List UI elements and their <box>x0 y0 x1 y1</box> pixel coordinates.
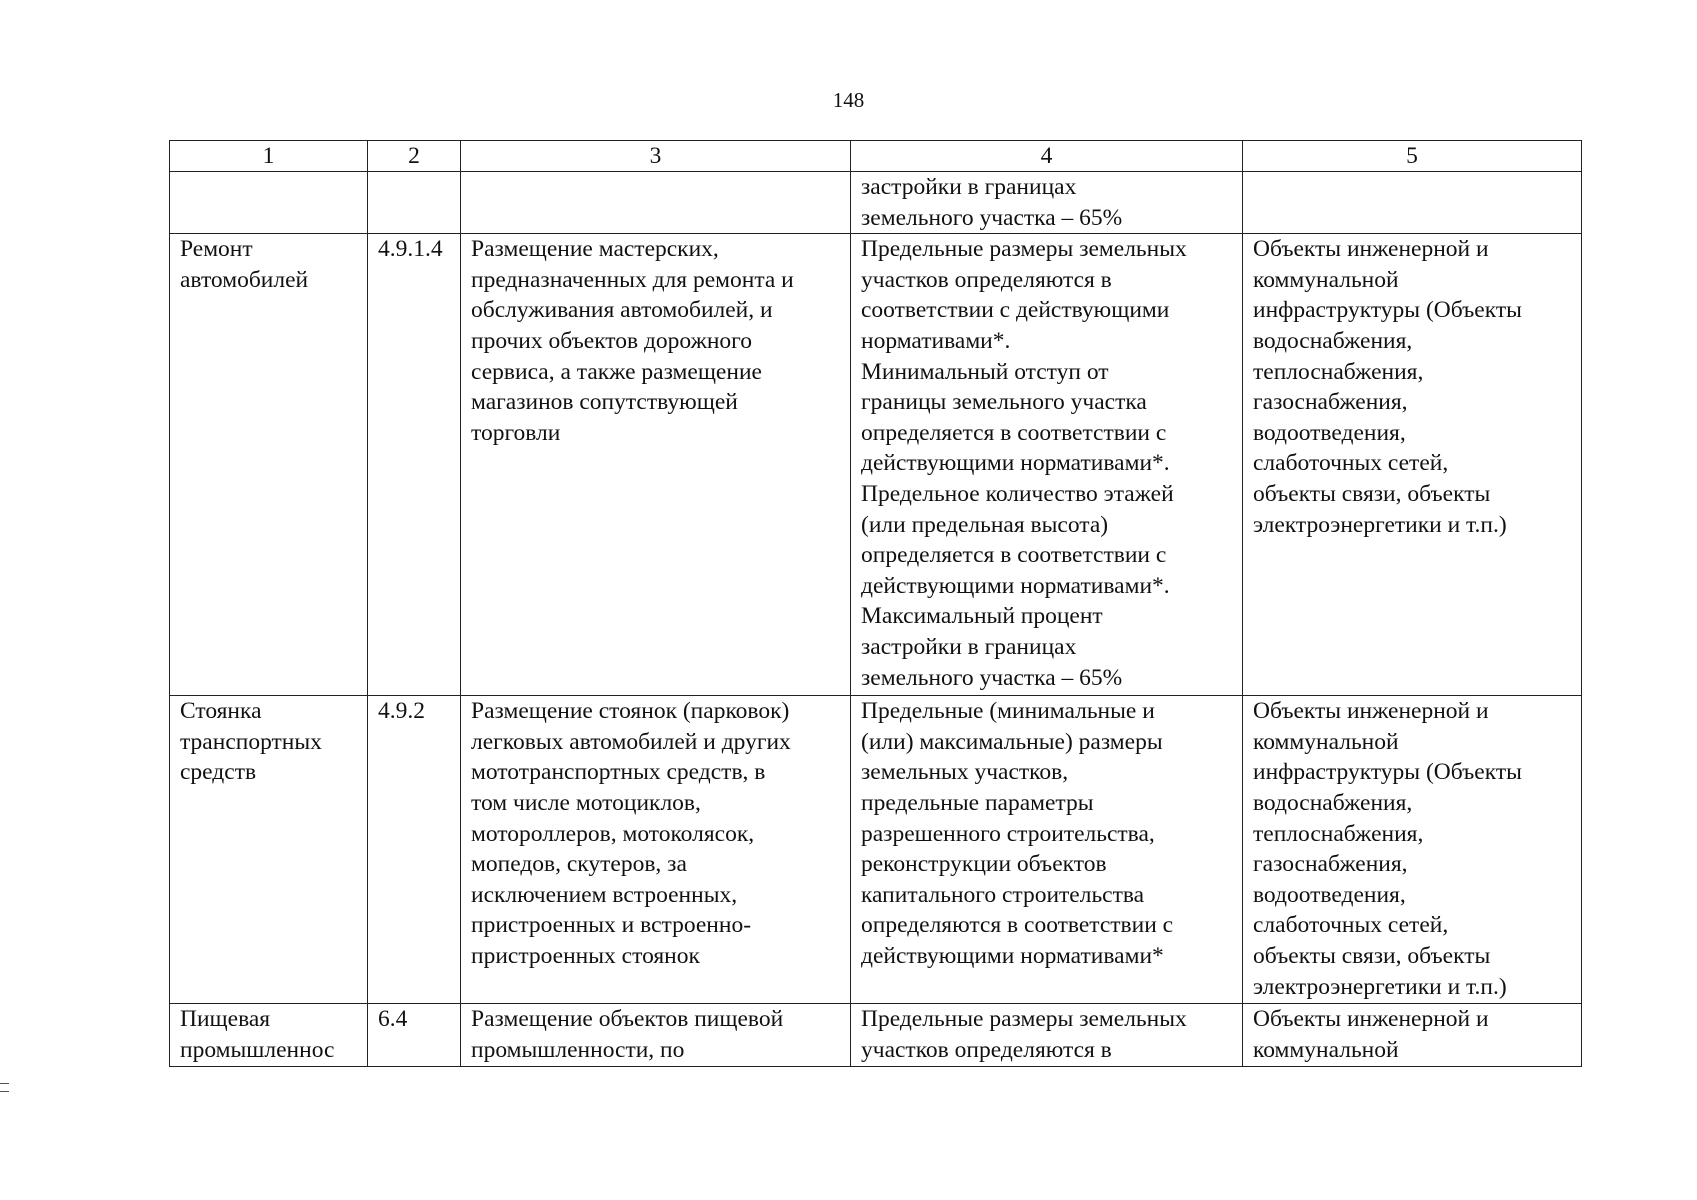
cell-line: Объекты инженерной и <box>1253 698 1489 725</box>
cell-line: объекты связи, объекты <box>1253 480 1491 507</box>
cell-name <box>170 234 368 696</box>
cell-line: Размещение объектов пищевой <box>471 1006 784 1033</box>
cell-line: мототранспортных средств, в <box>471 759 766 786</box>
cell-line: соответствии с действующими <box>861 297 1170 324</box>
cell-line: застройки в границах <box>861 633 1077 660</box>
cell-line: 4.9.1.4 <box>378 236 443 263</box>
cell-description <box>461 234 851 696</box>
cell-line: магазинов сопутствующей <box>471 389 738 416</box>
cell-code <box>368 172 461 234</box>
cell-line: обслуживания автомобилей, и <box>471 297 773 324</box>
cell-line: инфраструктуры (Объекты <box>1253 297 1522 324</box>
cell-line: сервиса, а также размещение <box>471 358 762 385</box>
cell-description-text <box>471 1004 842 1066</box>
cell-line: участков определяются в <box>861 1036 1112 1063</box>
cell-line: определяется в соответствии с <box>861 542 1167 569</box>
cell-code-text <box>378 1004 452 1066</box>
cell-parameters <box>851 234 1243 696</box>
cell-line: земельных участков, <box>861 759 1069 786</box>
cell-line: водоотведения, <box>1253 419 1406 446</box>
cell-line: объекты связи, объекты <box>1253 942 1491 969</box>
cell-line: определяется в соответствии с <box>861 419 1167 446</box>
table-row-food-industry <box>170 1004 1582 1067</box>
cell-parameters <box>851 172 1243 234</box>
cell-line: застройки в границах <box>861 174 1077 200</box>
cell-description <box>461 696 851 1004</box>
cell-code <box>368 234 461 696</box>
cell-line: коммунальной <box>1253 266 1399 293</box>
cell-name <box>170 172 368 234</box>
cell-auxiliary <box>1243 172 1582 234</box>
cell-line: средств <box>180 759 257 786</box>
cell-line: Предельные (минимальные и <box>861 698 1155 725</box>
cell-line: Пищевая <box>180 1006 271 1033</box>
cell-line: земельного участка – 65% <box>861 204 1123 231</box>
cell-line: действующими нормативами* <box>861 942 1164 969</box>
cell-line: определяются в соответствии с <box>861 912 1174 939</box>
cell-line: мотороллеров, мотоколясок, <box>471 820 755 847</box>
cell-line: электроэнергетики и т.п.) <box>1253 973 1507 1000</box>
cell-line: слаботочных сетей, <box>1253 450 1449 477</box>
cell-name <box>170 1004 368 1067</box>
page-number: 148 <box>832 88 865 112</box>
cell-line: теплоснабжения, <box>1253 358 1424 385</box>
cell-line: водоснабжения, <box>1253 789 1413 816</box>
cell-line: инфраструктуры (Объекты <box>1253 759 1522 786</box>
table-row-car-repair <box>170 234 1582 696</box>
column-header-5: 5 <box>1243 141 1582 172</box>
cell-line: торговли <box>471 419 561 446</box>
cell-description <box>461 1004 851 1067</box>
cell-line: Объекты инженерной и <box>1253 236 1489 263</box>
cell-line: транспортных <box>180 728 322 755</box>
cell-code <box>368 1004 461 1067</box>
margin-mark <box>0 1083 9 1092</box>
cell-auxiliary <box>1243 696 1582 1004</box>
cell-parameters <box>851 1004 1243 1067</box>
cell-line: предельные параметры <box>861 789 1094 816</box>
cell-line: 4.9.2 <box>378 698 425 725</box>
cell-line: водоснабжения, <box>1253 327 1413 354</box>
cell-parameters-text <box>861 1004 1234 1066</box>
cell-line: слаботочных сетей, <box>1253 912 1449 939</box>
cell-line: Предельное количество этажей <box>861 480 1174 507</box>
cell-line: нормативами*. <box>861 327 1011 354</box>
cell-line: действующими нормативами*. <box>861 572 1170 599</box>
cell-line: газоснабжения, <box>1253 851 1408 878</box>
cell-line: мопедов, скутеров, за <box>471 851 687 878</box>
cell-line: автомобилей <box>180 266 309 293</box>
cell-auxiliary-text <box>1253 1004 1573 1066</box>
cell-line: Минимальный отступ от <box>861 358 1109 385</box>
cell-line: Размещение стоянок (парковок) <box>471 698 790 725</box>
cell-line: пристроенных стоянок <box>471 942 700 969</box>
cell-line: Стоянка <box>180 698 262 725</box>
table-row-vehicle-parking <box>170 696 1582 1004</box>
cell-line: коммунальной <box>1253 1036 1399 1063</box>
cell-line: газоснабжения, <box>1253 389 1408 416</box>
column-header-3: 3 <box>461 141 851 172</box>
cell-line: промышленности, по <box>471 1036 685 1063</box>
cell-line: (или предельная высота) <box>861 511 1109 538</box>
cell-line: капитального строительства <box>861 881 1145 908</box>
cell-line: Объекты инженерной и <box>1253 1006 1489 1033</box>
land-use-table <box>169 140 1582 1067</box>
cell-line: 6.4 <box>378 1006 408 1033</box>
cell-line: том числе мотоциклов, <box>471 789 701 816</box>
cell-line: пристроенных и встроенно- <box>471 912 752 939</box>
cell-line: водоотведения, <box>1253 881 1406 908</box>
cell-line: Предельные размеры земельных <box>861 1006 1187 1033</box>
cell-code <box>368 696 461 1004</box>
cell-description <box>461 172 851 234</box>
column-header-1: 1 <box>170 141 368 172</box>
table-row-continuation <box>170 172 1582 234</box>
cell-line: промышленнос <box>180 1036 335 1063</box>
cell-line: прочих объектов дорожного <box>471 327 752 354</box>
cell-line: Предельные размеры земельных <box>861 236 1187 263</box>
cell-auxiliary <box>1243 234 1582 696</box>
cell-line: земельного участка – 65% <box>861 664 1123 691</box>
cell-line: действующими нормативами*. <box>861 450 1170 477</box>
cell-line: Ремонт <box>180 236 253 263</box>
column-header-4: 4 <box>851 141 1243 172</box>
cell-parameters <box>851 696 1243 1004</box>
cell-line: разрешенного строительства, <box>861 820 1155 847</box>
cell-line: участков определяются в <box>861 266 1112 293</box>
cell-line: предназначенных для ремонта и <box>471 266 794 293</box>
cell-line: Максимальный процент <box>861 603 1103 630</box>
cell-line: теплоснабжения, <box>1253 820 1424 847</box>
cell-auxiliary <box>1243 1004 1582 1067</box>
cell-line: реконструкции объектов <box>861 851 1107 878</box>
cell-line: исключением встроенных, <box>471 881 738 908</box>
column-header-2: 2 <box>368 141 461 172</box>
cell-name <box>170 696 368 1004</box>
cell-line: границы земельного участка <box>861 389 1147 416</box>
cell-line: коммунальной <box>1253 728 1399 755</box>
cell-line: электроэнергетики и т.п.) <box>1253 511 1507 538</box>
cell-line: (или) максимальные) размеры <box>861 728 1163 755</box>
cell-line: Размещение мастерских, <box>471 236 719 263</box>
cell-line: легковых автомобилей и других <box>471 728 791 755</box>
header-row <box>170 141 1582 172</box>
cell-name-text <box>180 1004 359 1066</box>
